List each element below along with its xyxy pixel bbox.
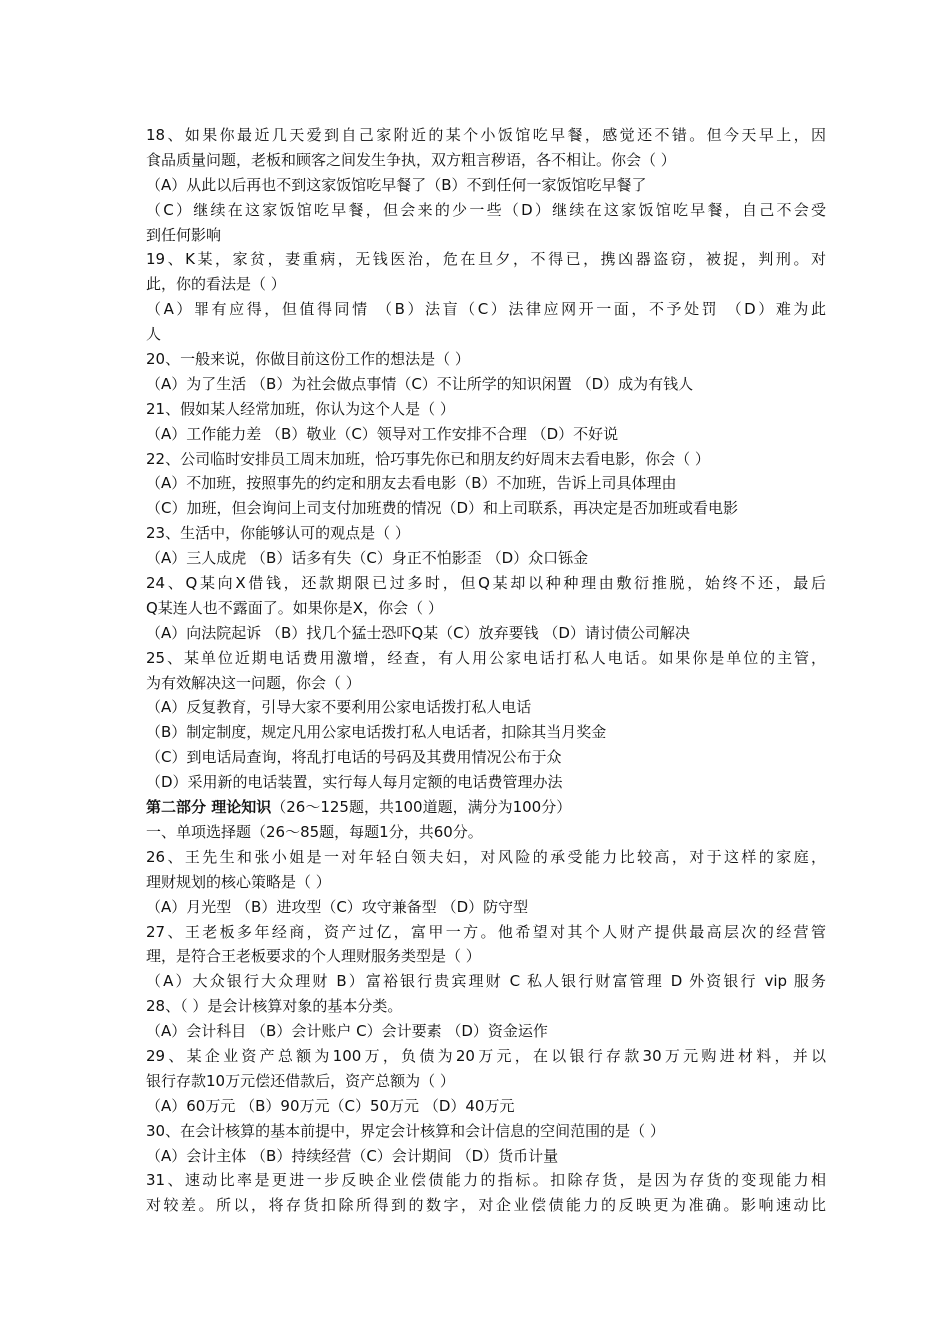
text-line: 30、在会计核算的基本前提中，界定会计核算和会计信息的空间范围的是（ ） [146, 1121, 665, 1140]
text-line: （A）罪有应得，但值得同情 （B）法盲（C）法律应网开一面，不予处罚 （D）难为此 [146, 300, 826, 319]
text-line: （A）从此以后再也不到这家饭馆吃早餐了（B）不到任何一家饭馆吃早餐了 [146, 175, 647, 194]
text-line: 19、K某，家贫，妻重病，无钱医治，危在旦夕，不得已，携凶器盗窃，被捉，判刑。对 [146, 250, 826, 269]
text-line: 21、假如某人经常加班，你认为这个人是（ ） [146, 399, 455, 418]
text-line: （B）制定制度，规定凡用公家电话拨打私人电话者，扣除其当月奖金 [146, 723, 607, 742]
text-line: 一、单项选择题（26～85题，每题1分，共60分。 [146, 822, 483, 841]
text-line [146, 795, 826, 820]
text-line: 23、生活中，你能够认可的观点是（ ） [146, 524, 410, 543]
text-line: 到任何影响 [146, 225, 222, 244]
text-line: 26、王先生和张小姐是一对年轻白领夫妇，对风险的承受能力比较高，对于这样的家庭， [146, 847, 826, 866]
text-line: 此，你的看法是（ ） [146, 275, 286, 294]
text-line: （A）60万元 （B）90万元（C）50万元 （D）40万元 [146, 1096, 515, 1115]
text-line: 29、某企业资产总额为100万，负债为20万元，在以银行存款30万元购进材料，并以 [146, 1046, 826, 1065]
text-line: 22、公司临时安排员工周末加班，恰巧事先你已和朋友约好周末去看电影，你会（ ） [146, 449, 710, 468]
text-line: （D）采用新的电话装置，实行每人每月定额的电话费管理办法 [146, 773, 563, 792]
section-heading-note: （26～125题，共100道题，满分为100分） [271, 798, 572, 817]
text-line: 20、一般来说，你做目前这份工作的想法是（ ） [146, 350, 470, 369]
text-line: （A）月光型 （B）进攻型（C）攻守兼备型 （D）防守型 [146, 897, 529, 916]
text-line: （C）加班，但会询问上司支付加班费的情况（D）和上司联系，再决定是否加班或看电影 [146, 499, 739, 518]
text-line: 18、如果你最近几天爱到自己家附近的某个小饭馆吃早餐，感觉还不错。但今天早上，因 [146, 126, 826, 144]
text-line: 27、王老板多年经商，资产过亿，富甲一方。他希望对其个人财产提供最高层次的经营管 [146, 922, 826, 941]
text-line: 为有效解决这一问题，你会（ ） [146, 673, 361, 692]
text-line: 25、某单位近期电话费用激增，经查，有人用公家电话打私人电话。如果你是单位的主管， [146, 648, 826, 667]
text-line: 28、（ ）是会计核算对象的基本分类。 [146, 997, 403, 1016]
text-line: （A）会计主体 （B）持续经营（C）会计期间 （D）货币计量 [146, 1146, 559, 1165]
text-line: （A）三人成虎 （B）话多有失（C）身正不怕影歪 （D）众口铄金 [146, 549, 589, 568]
text-line: 银行存款10万元偿还借款后，资产总额为（ ） [146, 1071, 455, 1090]
text-line: 24、Q某向X借钱，还款期限已过多时，但Q某却以种种理由敷衍推脱，始终不还，最后 [146, 574, 826, 593]
text-line: （C）到电话局查询，将乱打电话的号码及其费用情况公布于众 [146, 748, 562, 767]
text-line: 人 [146, 325, 162, 344]
text-line: （A）工作能力差 （B）敬业（C）领导对工作安排不合理 （D）不好说 [146, 424, 619, 443]
text-line: Q某连人也不露面了。如果你是X，你会（ ） [146, 598, 443, 617]
text-line: 31、速动比率是更进一步反映企业偿债能力的指标。扣除存货，是因为存货的变现能力相 [146, 1171, 826, 1190]
text-line: 食品质量问题，老板和顾客之间发生争执，双方粗言秽语，各不相让。你会（ ） [146, 150, 676, 169]
text-line: （A）会计科目 （B）会计账户 C）会计要素 （D）资金运作 [146, 1022, 548, 1041]
text-line: 理财规划的核心策略是（ ） [146, 872, 331, 891]
section-heading: 第二部分 理论知识 [146, 798, 272, 817]
text-line: （A）为了生活 （B）为社会做点事情（C）不让所学的知识闲置 （D）成为有钱人 [146, 374, 694, 393]
text-line: （A）反复教育，引导大家不要利用公家电话拨打私人电话 [146, 698, 532, 717]
document-body [146, 123, 826, 1218]
text-line: 对较差。所以，将存货扣除所得到的数字，对企业偿债能力的反映更为准确。影响速动比 [146, 1196, 826, 1215]
text-line: （C）继续在这家饭馆吃早餐，但会来的少一些（D）继续在这家饭馆吃早餐，自己不会受 [146, 200, 826, 219]
text-line: 理，是符合王老板要求的个人理财服务类型是（ ） [146, 947, 481, 966]
text-line: （A）大众银行大众理财 B）富裕银行贵宾理财 C 私人银行财富管理 D 外资银行 vip 服务 [146, 972, 826, 991]
text-line: （A）向法院起诉 （B）找几个猛士恐吓Q某（C）放弃要钱 （D）请讨债公司解决 [146, 623, 690, 642]
text-line: （A）不加班，按照事先的约定和朋友去看电影（B）不加班，告诉上司具体理由 [146, 474, 677, 493]
